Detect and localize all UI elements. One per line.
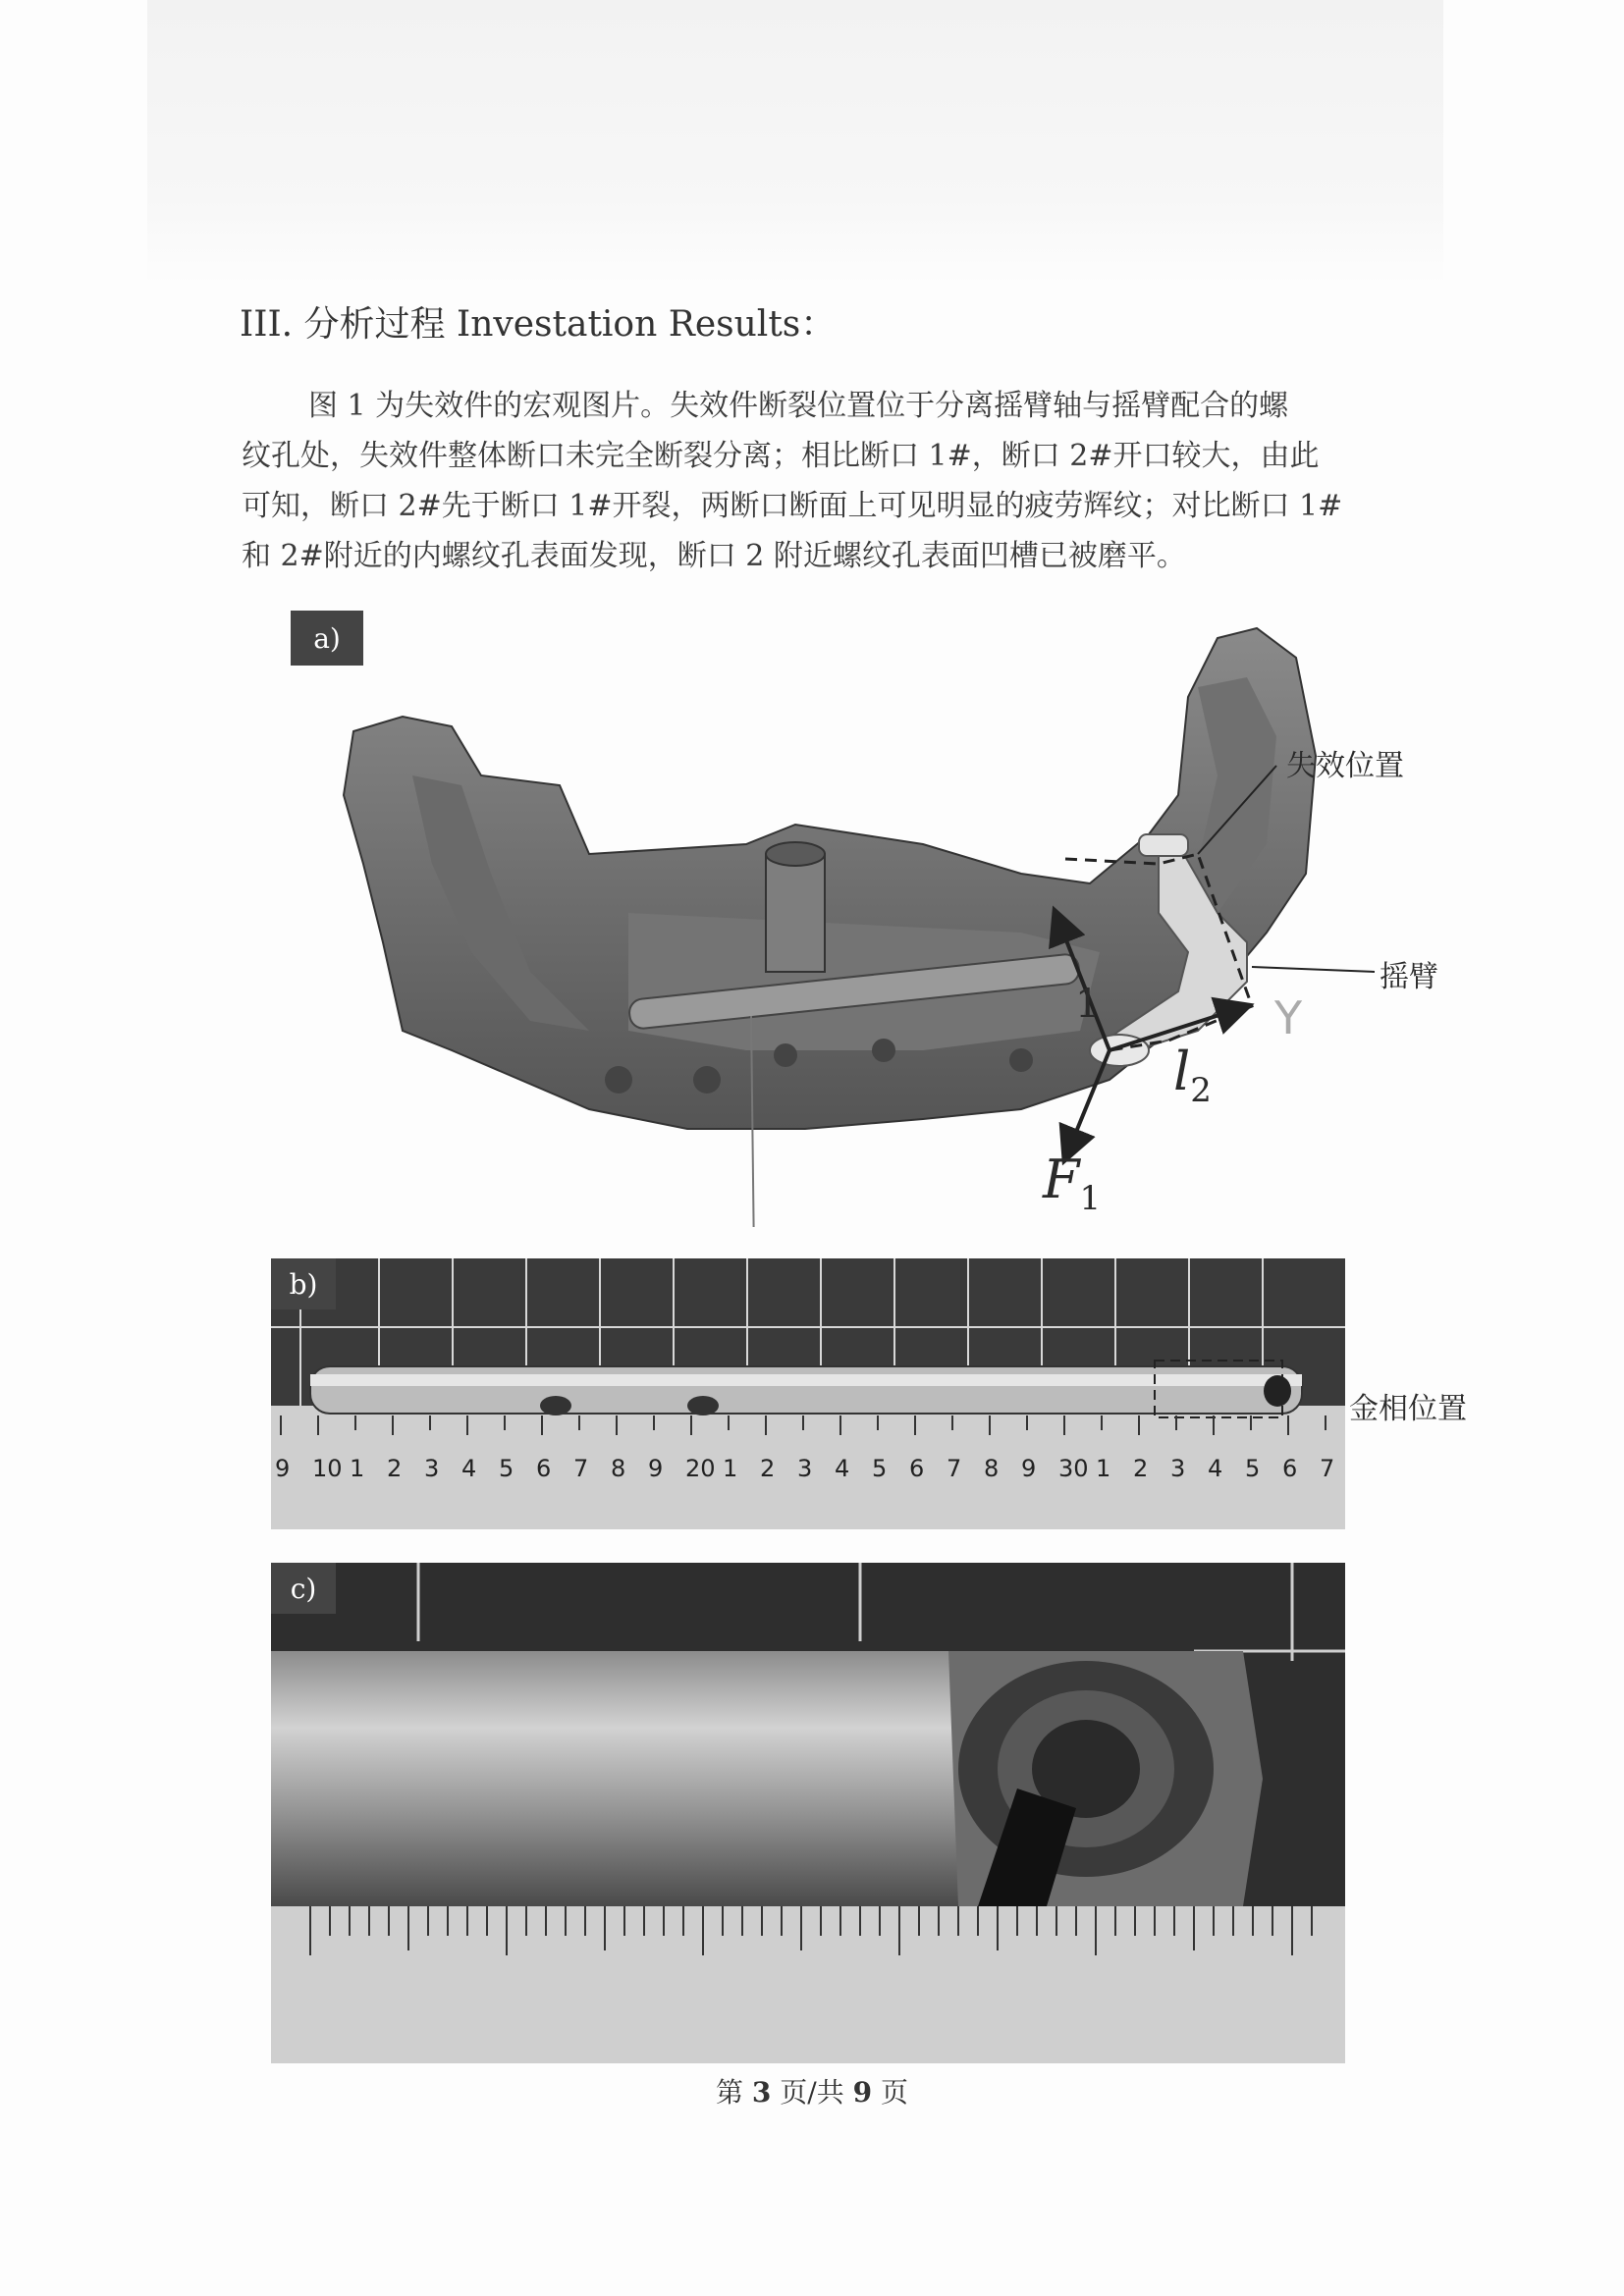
callout-metallography: 金相位置 (1349, 1392, 1467, 1426)
figure-b-photo (271, 1258, 1345, 1529)
ruler-tick-label: 1 (723, 1455, 738, 1482)
ruler-tick-label: 7 (1320, 1455, 1335, 1482)
ruler-tick-label: 4 (835, 1455, 850, 1482)
figure-b-label: b) (271, 1258, 336, 1309)
ruler-tick-label: 2 (1133, 1455, 1149, 1482)
ruler-tick-label: 9 (1021, 1455, 1037, 1482)
ruler-tick-label: 7 (573, 1455, 589, 1482)
ruler-tick-label: 6 (909, 1455, 925, 1482)
ruler-tick-label: 3 (424, 1455, 440, 1482)
ruler-tick-label: 9 (275, 1455, 291, 1482)
ruler-tick-label: 5 (499, 1455, 514, 1482)
paragraph-line: 和 2#附近的内螺纹孔表面发现，断口 2 附近螺纹孔表面凹槽已被磨平。 (242, 539, 1186, 573)
paragraph-line: 图 1 为失效件的宏观图片。失效件断裂位置位于分离摇臂轴与摇臂配合的螺 (308, 389, 1289, 423)
ruler-tick-label: 6 (536, 1455, 552, 1482)
figure-c-photo (271, 1563, 1345, 2063)
ruler-tick-label: 3 (1170, 1455, 1186, 1482)
ruler-tick-label: 2 (387, 1455, 403, 1482)
figure-c-label: c) (271, 1563, 336, 1614)
footer-suffix: 页 (881, 2076, 909, 2109)
paragraph-line: 可知，断口 2#先于断口 1#开裂，两断口断面上可见明显的疲劳辉纹；对比断口 1# (242, 489, 1343, 523)
mark-1: 1 (1075, 982, 1101, 1027)
page-footer (0, 2071, 1624, 2110)
ruler-tick-label: 3 (797, 1455, 813, 1482)
footer-total-pages: 9 (852, 2076, 873, 2109)
callout-rocker-arm: 摇臂 (1380, 960, 1438, 994)
scan-shading (147, 0, 1443, 285)
footer-page-number: 3 (751, 2076, 772, 2109)
figure-a-label: a) (291, 611, 363, 666)
ruler-labels (271, 1455, 1345, 1490)
ruler-tick-label: 8 (984, 1455, 1000, 1482)
footer-prefix: 第 (715, 2076, 743, 2109)
ruler-tick-label: 8 (611, 1455, 626, 1482)
paragraph-line: 纹孔处，失效件整体断口未完全断裂分离；相比断口 1#，断口 2#开口较大，由此 (242, 439, 1320, 473)
ruler-tick-label: 9 (648, 1455, 664, 1482)
ruler-tick-label: 20 (685, 1455, 716, 1482)
body-paragraph (242, 381, 1396, 581)
figure-a-housing (334, 618, 1443, 1227)
callout-failure-location: 失效位置 (1286, 749, 1404, 783)
mark-l2: $l_2$ (1173, 1041, 1212, 1110)
ruler-tick-label: 5 (1245, 1455, 1261, 1482)
ruler-tick-label: 1 (350, 1455, 365, 1482)
ruler-tick-label: 1 (1096, 1455, 1111, 1482)
mark-F1: $F_1$ (1043, 1148, 1102, 1218)
footer-middle: 页/共 (780, 2076, 844, 2109)
ruler-tick-label: 4 (1208, 1455, 1223, 1482)
mark-Y: Y (1274, 991, 1303, 1044)
ruler-tick-label: 2 (760, 1455, 776, 1482)
ruler-tick-label: 4 (461, 1455, 477, 1482)
ruler-tick-label: 30 (1058, 1455, 1089, 1482)
section-heading: III. 分析过程 Investation Results： (240, 304, 837, 345)
ruler-tick-label: 10 (312, 1455, 343, 1482)
ruler-tick-label: 5 (872, 1455, 888, 1482)
ruler-tick-label: 6 (1282, 1455, 1298, 1482)
ruler-tick-label: 7 (947, 1455, 962, 1482)
